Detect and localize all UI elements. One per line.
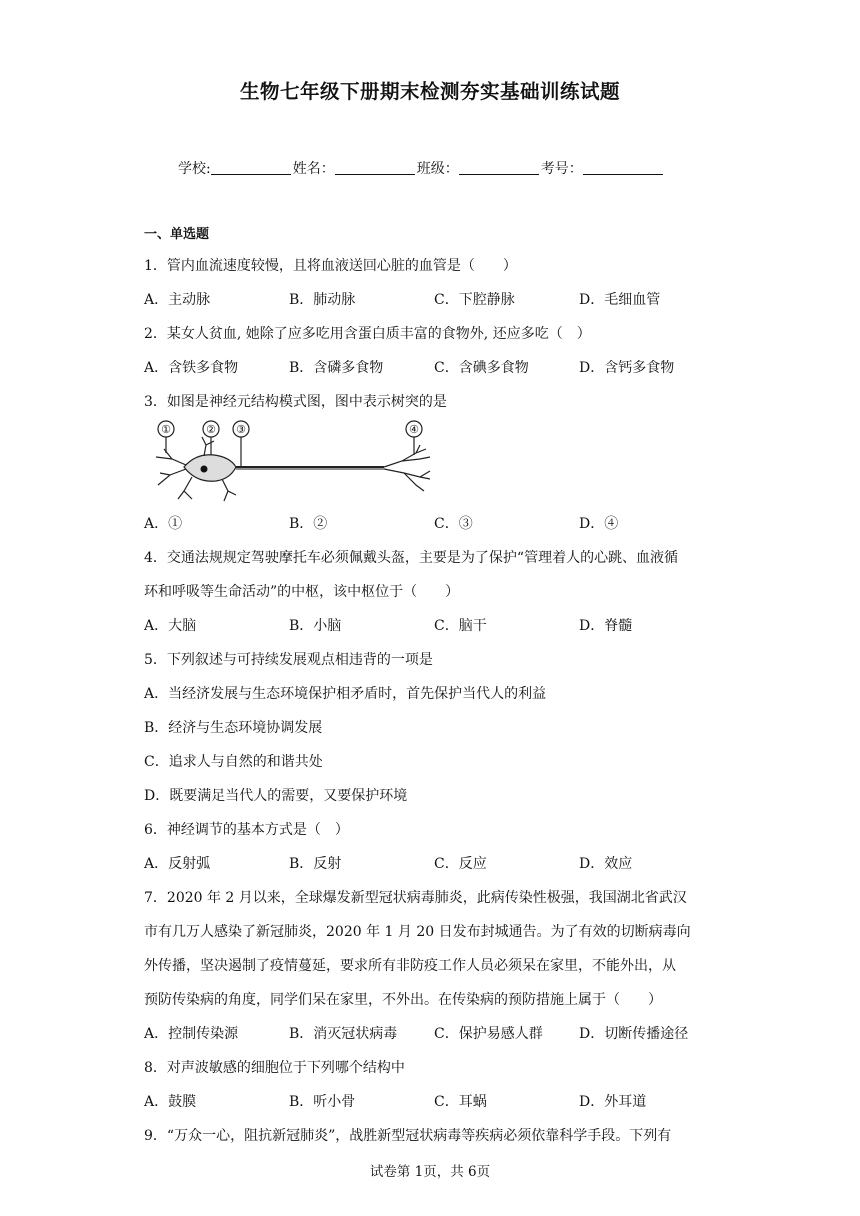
question-4-line-1: 4．交通法规规定驾驶摩托车必须佩戴头盔，主要是为了保护“管理着人的心跳、血液循 [144, 550, 679, 566]
label-1: ① [161, 423, 171, 436]
school-blank[interactable] [211, 160, 291, 175]
neuron-structure-image [144, 419, 434, 507]
option: C．含碘多食物 [434, 360, 529, 376]
option: A．主动脉 [144, 292, 211, 308]
page-footer: 试卷第 1页，共 6页 [369, 1164, 491, 1180]
option: A．当经济发展与生态环境保护相矛盾时，首先保护当代人的利益 [144, 686, 547, 702]
question-6-options [144, 847, 724, 881]
question-8-options [144, 1085, 724, 1119]
name-label: 姓名： [292, 161, 335, 177]
option: C．保护易感人群 [434, 1026, 543, 1042]
label-4: ④ [409, 423, 419, 436]
option: B．经济与生态环境协调发展 [144, 720, 323, 736]
exam-no-blank[interactable] [583, 160, 663, 175]
question-1-options [144, 283, 724, 317]
option: A．① [144, 516, 183, 532]
option: B．反射 [289, 856, 342, 872]
name-blank[interactable] [335, 160, 415, 175]
question-5: 5．下列叙述与可持续发展观点相违背的一项是 [144, 652, 433, 668]
question-8: 8．对声波敏感的细胞位于下列哪个结构中 [144, 1060, 405, 1076]
option: A．大脑 [144, 618, 197, 634]
exam-no-label: 考号： [540, 161, 583, 177]
student-info-line [178, 158, 665, 178]
question-1: 1．管内血流速度较慢，且将血液送回心脏的血管是（ ） [144, 258, 517, 274]
class-blank[interactable] [459, 160, 539, 175]
option: A．反射弧 [144, 856, 211, 872]
option: D．既要满足当代人的需要，又要保护环境 [144, 788, 408, 804]
option: C．脑干 [434, 618, 487, 634]
option: A．含铁多食物 [144, 360, 239, 376]
option: B．含磷多食物 [289, 360, 384, 376]
label-3: ③ [236, 423, 246, 436]
option: B．小脑 [289, 618, 342, 634]
option: B．肺动脉 [289, 292, 356, 308]
option: A．鼓膜 [144, 1094, 197, 1110]
question-3: 3．如图是神经元结构模式图，图中表示树突的是 [144, 394, 447, 410]
option: D．④ [579, 516, 619, 532]
option: B．听小骨 [289, 1094, 356, 1110]
question-2-options [144, 351, 724, 385]
page-title: 生物七年级下册期末检测夯实基础训练试题 [239, 80, 620, 103]
question-4-options [144, 609, 724, 643]
option: D．毛细血管 [579, 292, 661, 308]
question-9: 9．“万众一心，阻抗新冠肺炎”，战胜新型冠状病毒等疾病必须依靠科学手段。下列有 [144, 1128, 672, 1144]
option: A．控制传染源 [144, 1026, 239, 1042]
question-7-line-2: 市有几万人感染了新冠肺炎，2020 年 1 月 20 日发布封城通告。为了有效的切断病毒向 [144, 924, 691, 940]
school-label: 学校: [178, 161, 211, 177]
option: B．② [289, 516, 328, 532]
option: B．消灭冠状病毒 [289, 1026, 398, 1042]
option: C．下腔静脉 [434, 292, 515, 308]
option: C．③ [434, 516, 473, 532]
question-7-line-3: 外传播，坚决遏制了疫情蔓延，要求所有非防疫工作人员必须呆在家里，不能外出，从 [144, 958, 676, 974]
option: C．反应 [434, 856, 487, 872]
question-4-line-2: 环和呼吸等生命活动”的中枢，该中枢位于（ ） [144, 584, 460, 600]
option: C．耳蜗 [434, 1094, 487, 1110]
option: D．切断传播途径 [579, 1026, 689, 1042]
option: D．脊髓 [579, 618, 633, 634]
question-list [144, 221, 724, 1153]
option: D．含钙多食物 [579, 360, 675, 376]
question-3-options [144, 507, 724, 541]
question-6: 6．神经调节的基本方式是（ ） [144, 822, 349, 838]
label-2: ② [206, 423, 216, 436]
neuron-diagram [144, 419, 724, 507]
question-7-line-4: 预防传染病的角度，同学们呆在家里，不外出。在传染病的预防措施上属于（ ） [144, 992, 662, 1008]
section-heading: 一、单选题 [144, 227, 210, 242]
question-2: 2．某女人贫血, 她除了应多吃用含蛋白质丰富的食物外, 还应多吃（ ） [144, 326, 591, 342]
option: C．追求人与自然的和谐共处 [144, 754, 323, 770]
option: D．外耳道 [579, 1094, 647, 1110]
question-7-line-1: 7．2020 年 2 月以来，全球爆发新型冠状病毒肺炎，此病传染性极强，我国湖北省武汉 [144, 890, 687, 906]
option: D．效应 [579, 856, 633, 872]
question-7-options [144, 1017, 724, 1051]
class-label: 班级： [416, 161, 459, 177]
